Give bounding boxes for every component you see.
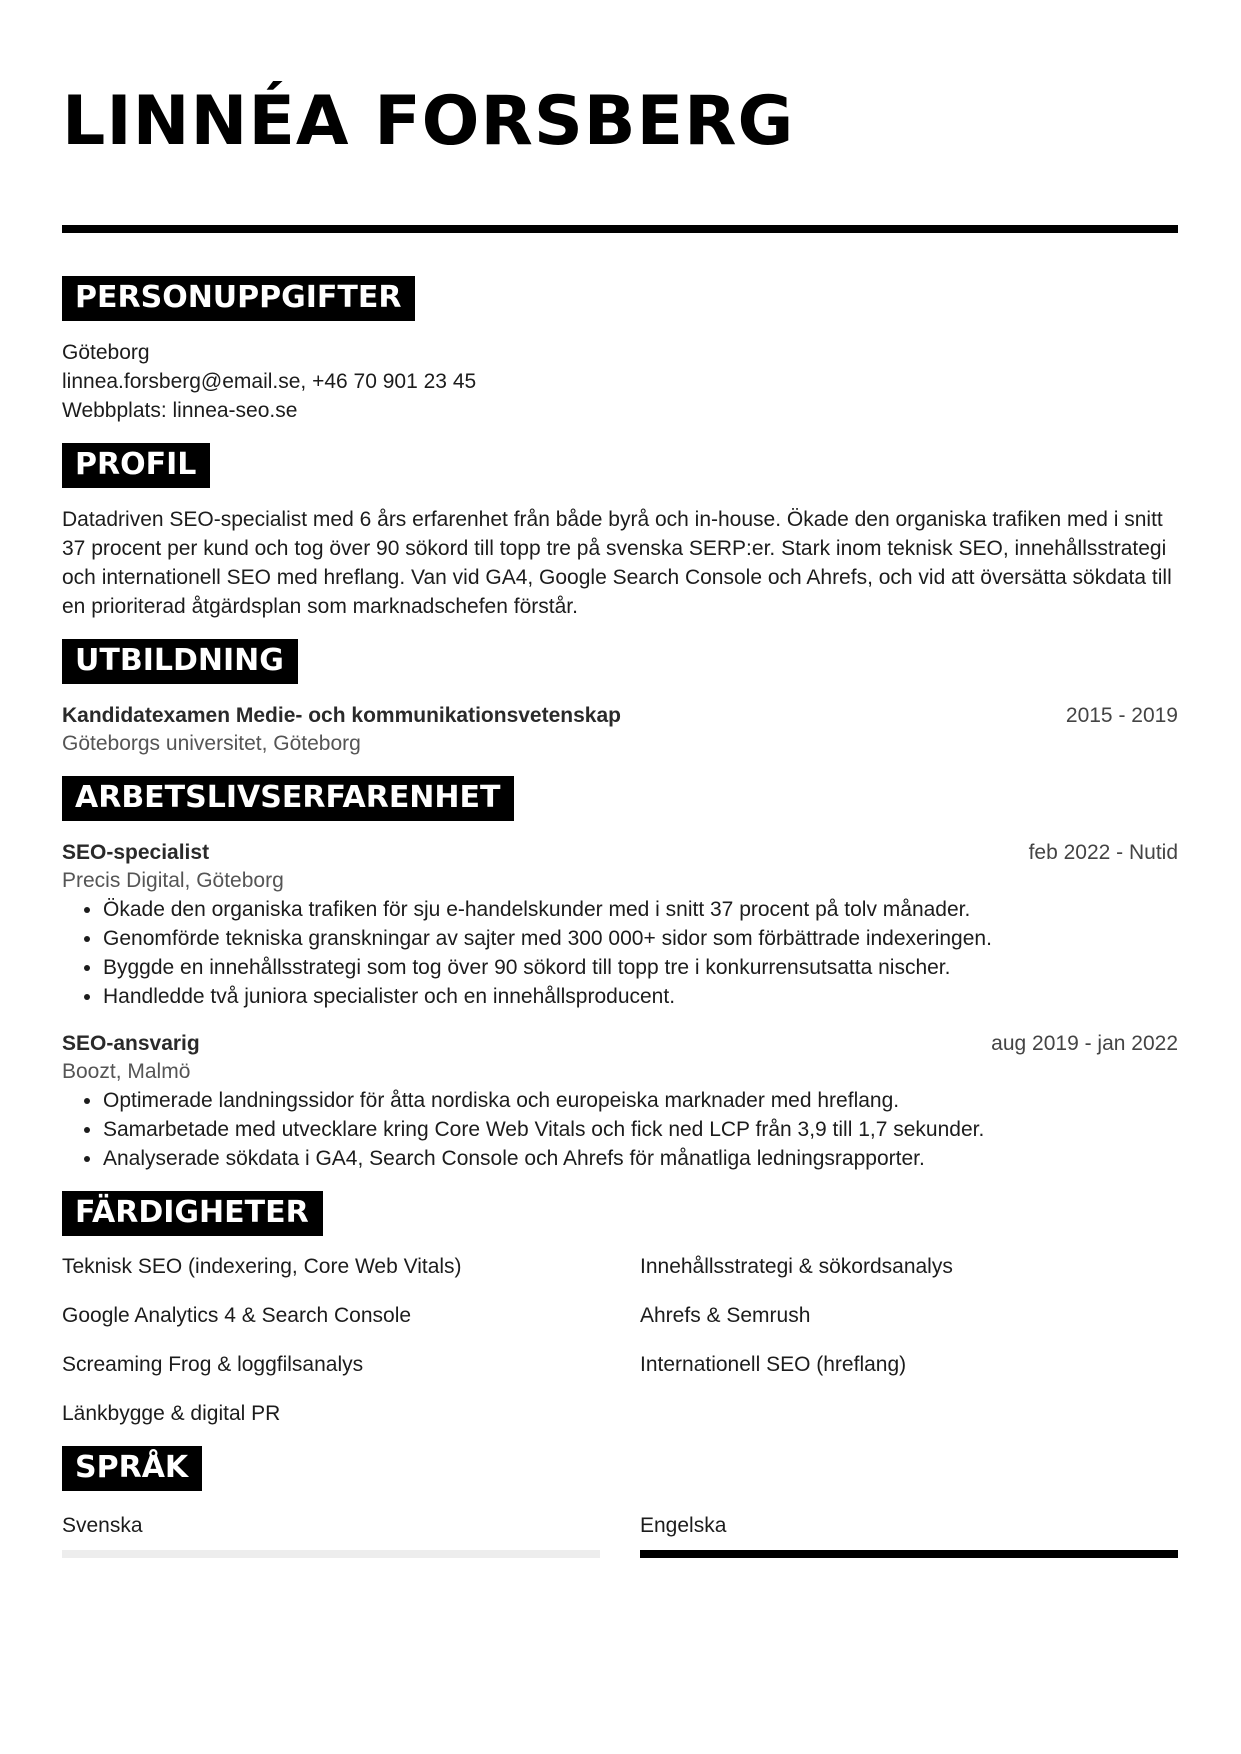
education-entry-header: [62, 701, 1178, 730]
job-bullets: [62, 1086, 1178, 1173]
skill-item: Screaming Frog & loggfilsanalys: [62, 1353, 364, 1376]
languages-list: [62, 1511, 1178, 1558]
profile-text: Datadriven SEO-specialist med 6 års erfarenhet från både byrå och in-house. Ökade den organiska trafiken med i snitt 37 procent per kund och tog över 90 sökord till topp tre på svenska SERP:er. Stark inom teknisk SEO, innehållsstrategi och internationell SEO med hreflang. Van vid GA4, Google Search Console och Ahrefs, och vid att översätta sökdata till en prioriterad åtgärdsplan som marknadschefen förstår.: [62, 508, 1172, 618]
skill-item: Internationell SEO (hreflang): [640, 1353, 907, 1376]
job-company: Boozt, Malmö: [62, 1060, 191, 1083]
skill-item: Innehållsstrategi & sökordsanalys: [640, 1255, 953, 1278]
personal-info: [62, 338, 1178, 425]
job-bullet: • Analyserade sökdata i GA4, Search Console och Ahrefs för månatliga ledningsrapporter.: [103, 1144, 1178, 1173]
skill-item: Teknisk SEO (indexering, Core Web Vitals): [62, 1255, 462, 1278]
job-bullet: • Samarbetade med utvecklare kring Core Web Vitals och fick ned LCP från 3,9 till 1,7 sekunder.: [103, 1115, 1178, 1144]
skills-grid: [62, 1252, 1178, 1428]
job-dates: feb 2022 - Nutid: [1028, 841, 1178, 864]
candidate-name: LINNÉA FORSBERG: [62, 82, 795, 161]
section-title-education: UTBILDNING: [62, 639, 298, 684]
profile-section: [62, 443, 1178, 621]
job-role: SEO-ansvarig: [62, 1032, 200, 1055]
job-bullets: [62, 895, 1178, 1011]
language-level-bar: [62, 1550, 600, 1558]
website-line: Webbplats: linnea-seo.se: [62, 399, 298, 422]
language-item: [62, 1511, 600, 1558]
section-title-profile: PROFIL: [62, 443, 210, 488]
language-name: Svenska: [62, 1514, 143, 1537]
section-title-personal: PERSONUPPGIFTER: [62, 276, 415, 321]
skills-section: [62, 1191, 1178, 1428]
job-entry: [62, 1029, 1178, 1173]
language-level-fill: [640, 1550, 1178, 1558]
section-title-languages: SPRÅK: [62, 1446, 202, 1491]
languages-section: [62, 1446, 1178, 1558]
skill-item: Google Analytics 4 & Search Console: [62, 1304, 412, 1327]
skill-item: Länkbygge & digital PR: [62, 1402, 281, 1425]
job-bullet: • Handledde två juniora specialister och en innehållsproducent.: [103, 982, 1178, 1011]
job-bullet: • Optimerade landningssidor för åtta nordiska och europeiska marknader med hreflang.: [103, 1086, 1178, 1115]
job-dates: aug 2019 - jan 2022: [991, 1032, 1178, 1055]
city: Göteborg: [62, 341, 150, 364]
job-bullet: • Byggde en innehållsstrategi som tog över 90 sökord till topp tre i konkurrensutsatta nischer.: [103, 953, 1178, 982]
language-item: [640, 1511, 1178, 1558]
skill-item: Ahrefs & Semrush: [640, 1304, 811, 1327]
school-name: Göteborgs universitet, Göteborg: [62, 732, 361, 755]
section-title-experience: ARBETSLIVSERFARENHET: [62, 776, 514, 821]
section-title-skills: FÄRDIGHETER: [62, 1191, 323, 1236]
education-dates: 2015 - 2019: [1065, 704, 1178, 727]
language-level-bar: [640, 1550, 1178, 1558]
language-name: Engelska: [640, 1514, 727, 1537]
education-entry: [62, 701, 1178, 758]
job-entry-header: [62, 1029, 1178, 1058]
job-entry-header: [62, 838, 1178, 867]
job-entry: [62, 838, 1178, 1011]
contact-line: linnea.forsberg@email.se, +46 70 901 23 45: [62, 370, 477, 393]
header-divider: [62, 225, 1178, 233]
job-company: Precis Digital, Göteborg: [62, 869, 284, 892]
job-bullet: • Genomförde tekniska granskningar av sajter med 300 000+ sidor som förbättrade indexeringen.: [103, 924, 1178, 953]
education-section: [62, 639, 1178, 758]
resume-content: [62, 276, 1178, 1576]
job-role: SEO-specialist: [62, 841, 210, 864]
experience-section: [62, 776, 1178, 1173]
job-bullet: • Ökade den organiska trafiken för sju e-handelskunder med i snitt 37 procent på tolv månader.: [103, 895, 1178, 924]
degree-title: Kandidatexamen Medie- och kommunikationsvetenskap: [62, 704, 621, 727]
personal-section: [62, 276, 1178, 425]
